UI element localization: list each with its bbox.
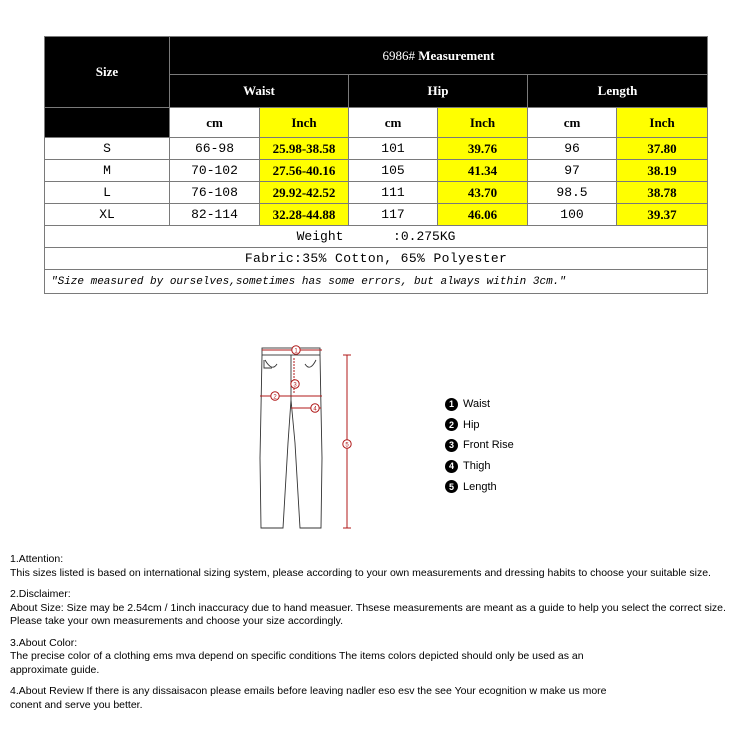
legend-label: Front Rise bbox=[463, 439, 514, 452]
pants-measurement-diagram bbox=[250, 338, 370, 538]
unit-header: cm bbox=[349, 108, 438, 138]
unit-header: Inch bbox=[617, 108, 708, 138]
review-note bbox=[10, 685, 640, 712]
length-group-header: Length bbox=[528, 75, 708, 108]
measurement-markers bbox=[271, 346, 351, 449]
note-text: This sizes listed is based on international sizing system, please according to your own measurements and dressing habits to choose your suitable size. bbox=[10, 566, 711, 579]
weight-value: :0.275KG bbox=[393, 229, 456, 244]
table-title-word: Measurement bbox=[418, 47, 495, 63]
size-cell: L bbox=[45, 182, 170, 204]
attention-note bbox=[10, 553, 748, 580]
note-text: 4.About Review If there is any dissaisacon please emails before leaving nadler eso esv the see Your ecognition w make us more conent and serve you better. bbox=[10, 685, 607, 711]
length-inch-cell: 39.37 bbox=[617, 204, 708, 226]
length-cm-cell: 98.5 bbox=[528, 182, 617, 204]
number-badge-icon: 1 bbox=[445, 398, 458, 411]
marker-label: 1 bbox=[294, 348, 298, 355]
size-column-header: Size bbox=[45, 37, 170, 108]
hip-cm-cell: 111 bbox=[349, 182, 438, 204]
marker-label: 2 bbox=[273, 394, 277, 401]
size-cell: XL bbox=[45, 204, 170, 226]
length-inch-cell: 38.78 bbox=[617, 182, 708, 204]
length-inch-cell: 38.19 bbox=[617, 160, 708, 182]
waist-marker bbox=[292, 346, 300, 355]
legend-item-hip bbox=[445, 415, 514, 436]
notes-section bbox=[10, 553, 748, 720]
size-chart-table bbox=[44, 36, 708, 294]
hip-inch-cell: 39.76 bbox=[438, 138, 528, 160]
number-badge-icon: 4 bbox=[445, 460, 458, 473]
table-row bbox=[45, 182, 708, 204]
hip-inch-cell: 41.34 bbox=[438, 160, 528, 182]
length-inch-cell: 37.80 bbox=[617, 138, 708, 160]
legend-item-length bbox=[445, 476, 514, 497]
unit-header: cm bbox=[170, 108, 260, 138]
waist-inch-cell: 29.92-42.52 bbox=[260, 182, 349, 204]
table-row bbox=[45, 138, 708, 160]
table-title-code: 6986# bbox=[382, 47, 416, 63]
waist-cm-cell: 76-108 bbox=[170, 182, 260, 204]
hip-group-header: Hip bbox=[349, 75, 528, 108]
size-cell: S bbox=[45, 138, 170, 160]
table-title bbox=[170, 37, 708, 75]
weight-row bbox=[45, 226, 708, 248]
color-note bbox=[10, 637, 600, 678]
number-badge-icon: 3 bbox=[445, 439, 458, 452]
unit-header: Inch bbox=[260, 108, 349, 138]
front-rise-marker bbox=[291, 380, 299, 389]
length-marker bbox=[343, 440, 351, 449]
size-cell: M bbox=[45, 160, 170, 182]
table-row bbox=[45, 204, 708, 226]
marker-label: 3 bbox=[293, 382, 297, 389]
note-title: 3.About Color: bbox=[10, 636, 78, 649]
pants-outline-icon bbox=[260, 348, 322, 528]
number-badge-icon: 2 bbox=[445, 418, 458, 431]
waist-inch-cell: 32.28-44.88 bbox=[260, 204, 349, 226]
note-text: About Size: Size may be 2.54cm / 1inch inaccuracy due to hand measuer. Thsese measurements are meant as a guide to help you select the correct size. Please take your own measurements and choose your size accordingly. bbox=[10, 601, 726, 627]
waist-cm-cell: 66-98 bbox=[170, 138, 260, 160]
note-text: The precise color of a clothing ems mva depend on specific conditions The items colors depicted should only be used as an approximate guide. bbox=[10, 650, 584, 676]
measurement-note: "Size measured by ourselves,sometimes has some errors, but always within 3cm." bbox=[45, 270, 708, 294]
unit-header: cm bbox=[528, 108, 617, 138]
length-cm-cell: 96 bbox=[528, 138, 617, 160]
length-cm-cell: 97 bbox=[528, 160, 617, 182]
thigh-marker bbox=[311, 404, 319, 413]
number-badge-icon: 5 bbox=[445, 480, 458, 493]
disclaimer-note bbox=[10, 588, 748, 629]
waist-cm-cell: 70-102 bbox=[170, 160, 260, 182]
fabric-row: Fabric:35% Cotton, 65% Polyester bbox=[45, 248, 708, 270]
diagram-legend bbox=[445, 394, 514, 497]
unit-header: Inch bbox=[438, 108, 528, 138]
legend-label: Waist bbox=[463, 398, 491, 411]
hip-cm-cell: 101 bbox=[349, 138, 438, 160]
length-cm-cell: 100 bbox=[528, 204, 617, 226]
waist-inch-cell: 25.98-38.58 bbox=[260, 138, 349, 160]
waist-inch-cell: 27.56-40.16 bbox=[260, 160, 349, 182]
hip-inch-cell: 43.70 bbox=[438, 182, 528, 204]
unit-spacer bbox=[45, 108, 170, 138]
hip-marker bbox=[271, 392, 279, 401]
legend-item-thigh bbox=[445, 456, 514, 477]
note-title: 1.Attention: bbox=[10, 553, 64, 565]
legend-label: Thigh bbox=[463, 460, 491, 473]
waist-group-header: Waist bbox=[170, 75, 349, 108]
hip-inch-cell: 46.06 bbox=[438, 204, 528, 226]
measurement-lines bbox=[260, 350, 351, 528]
waist-cm-cell: 82-114 bbox=[170, 204, 260, 226]
marker-label: 5 bbox=[345, 442, 349, 449]
legend-label: Length bbox=[463, 480, 497, 493]
hip-cm-cell: 105 bbox=[349, 160, 438, 182]
legend-item-front-rise bbox=[445, 435, 514, 456]
marker-label: 4 bbox=[313, 406, 317, 413]
table-row bbox=[45, 160, 708, 182]
hip-cm-cell: 117 bbox=[349, 204, 438, 226]
weight-label: Weight bbox=[296, 229, 344, 244]
note-title: 2.Disclaimer: bbox=[10, 588, 71, 600]
legend-label: Hip bbox=[463, 418, 480, 431]
legend-item-waist bbox=[445, 394, 514, 415]
